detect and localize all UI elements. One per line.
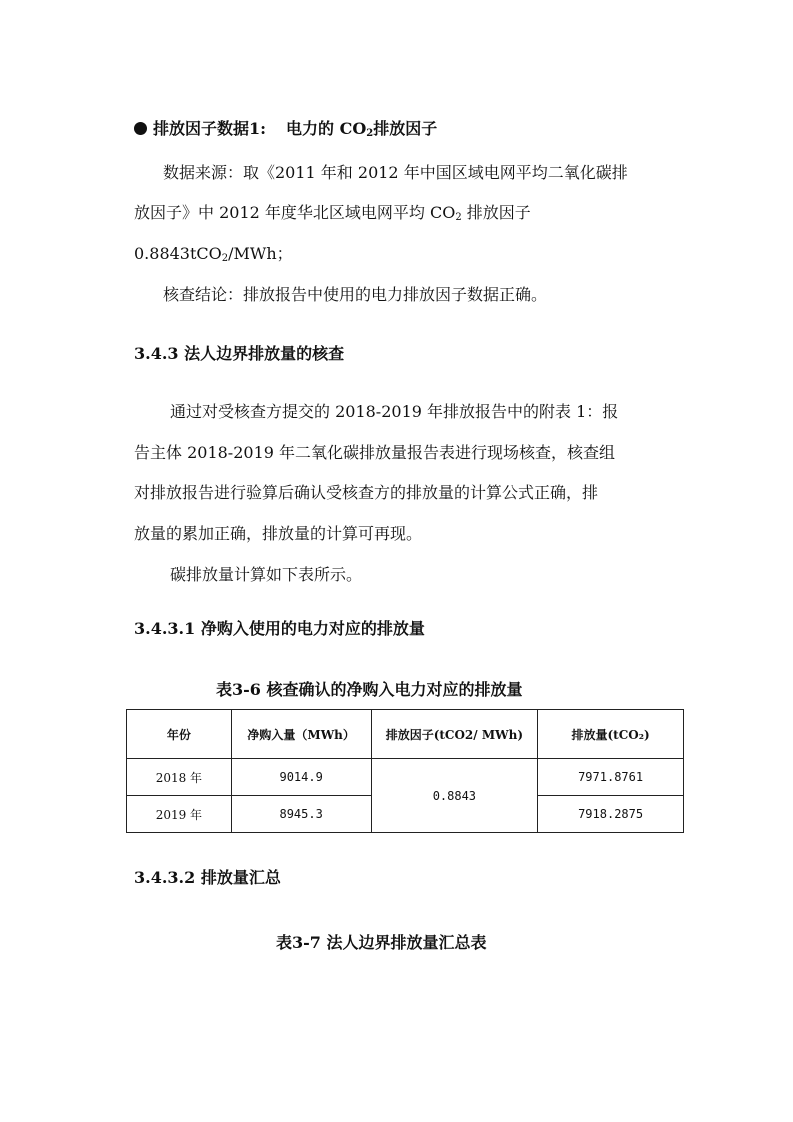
factor-value-cell: 0.8843: [371, 759, 538, 833]
row-2018-amount: 9014.9: [231, 759, 371, 796]
section-3432-heading: 3.4.3.2 排放量汇总: [134, 868, 281, 887]
factor-title-prefix: 电力的 CO: [286, 119, 367, 138]
header-factor: 排放因子(tCO2/ MWh): [371, 710, 538, 759]
source-line-2-sub: 2: [455, 212, 462, 223]
row-2018-year: 2018 年: [127, 759, 232, 796]
factor-value: [134, 243, 293, 265]
factor-title-suffix: 排放因子: [373, 119, 438, 138]
emission-table: [126, 709, 684, 833]
source-line-2-prefix: 放因子》中 2012 年度华北区域电网平均 CO: [134, 203, 456, 222]
bullet-icon: [134, 122, 147, 135]
factor-bullet-label: 排放因子数据1:: [153, 119, 267, 138]
para-line-3: 对排放报告进行验算后确认受核查方的排放量的计算公式正确，排: [134, 483, 599, 502]
table-row: [127, 759, 684, 796]
factor-conclusion: 核查结论：排放报告中使用的电力排放因子数据正确。: [163, 285, 548, 304]
header-year: 年份: [127, 710, 232, 759]
factor-value-sub: 2: [221, 253, 229, 264]
factor-title-sub: 2: [366, 128, 374, 139]
para-line-1: 通过对受核查方提交的 2018-2019 年排放报告中的附表 1：报: [170, 402, 619, 421]
row-2019-emission: 7918.2875: [538, 796, 684, 833]
factor-title: [134, 118, 437, 140]
para-line-2: 告主体 2018-2019 年二氧化碳排放量报告表进行现场核查，核查组: [134, 443, 616, 462]
row-2019-year: 2019 年: [127, 796, 232, 833]
factor-value-prefix: 0.8843tCO: [134, 244, 222, 263]
para-line-4: 放量的累加正确，排放量的计算可再现。: [134, 524, 423, 543]
table-3-7-caption: 表3-7 法人边界排放量汇总表: [276, 933, 487, 952]
table-3-6-caption: 表3-6 核查确认的净购入电力对应的排放量: [216, 680, 523, 699]
header-emission: 排放量(tCO₂): [538, 710, 684, 759]
source-line-1: 数据来源：取《2011 年和 2012 年中国区域电网平均二氧化碳排: [163, 163, 628, 182]
para-line-5: 碳排放量计算如下表所示。: [170, 565, 363, 584]
section-3431-heading: 3.4.3.1 净购入使用的电力对应的排放量: [134, 619, 425, 638]
row-2019-amount: 8945.3: [231, 796, 371, 833]
header-amount: 净购入量（MWh）: [231, 710, 371, 759]
factor-value-suffix: /MWh；: [228, 244, 293, 263]
source-line-2: [134, 202, 531, 224]
source-line-2-suffix: 排放因子: [461, 203, 531, 222]
row-2018-emission: 7971.8761: [538, 759, 684, 796]
table-header-row: [127, 710, 684, 759]
section-343-heading: 3.4.3 法人边界排放量的核查: [134, 344, 345, 363]
